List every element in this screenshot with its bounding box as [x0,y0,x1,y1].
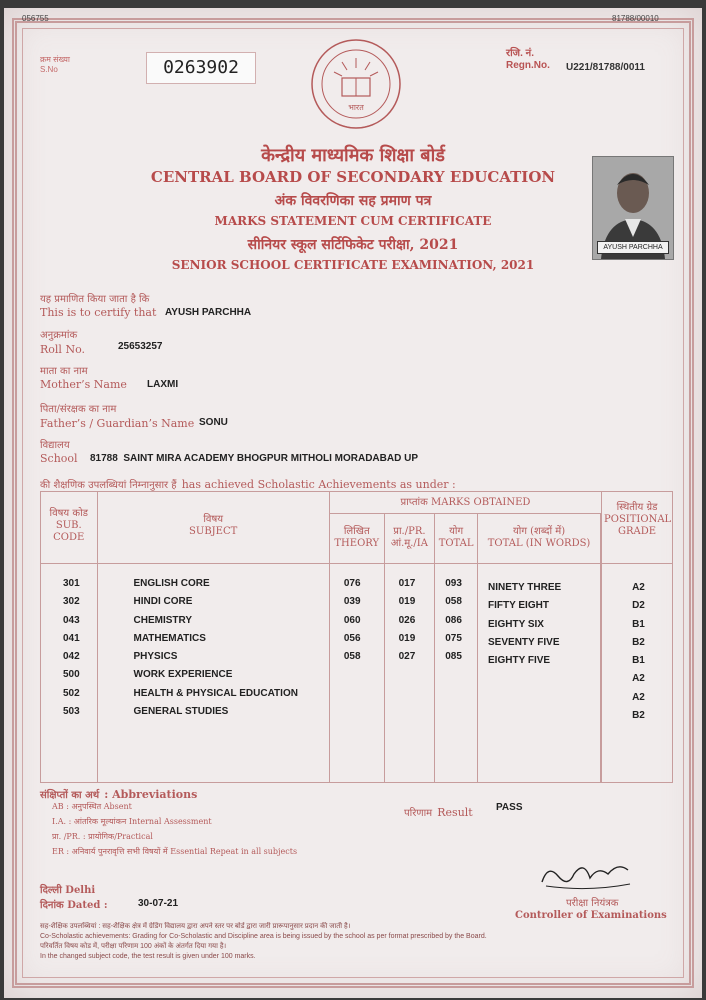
footer-notes [40,922,670,962]
cell-code: 500 [63,669,80,681]
col-code-header: विषय कोड SUB. CODE [41,492,98,564]
cell-code: 043 [63,614,80,626]
father-label-en: Father’s / Guardian’s Name [40,417,195,430]
exam-title-en: SENIOR SCHOOL CERTIFICATE EXAMINATION, 2021 [171,258,535,272]
cell-pr: 019 [398,596,416,608]
words-cell [478,564,601,783]
cell-code: 302 [63,596,80,608]
cell-total: 075 [445,632,462,644]
achieved-en: has achieved Scholastic Achievements as under : [181,478,456,491]
controller-en: Controller of Examinations [515,910,667,921]
cell-words: NINETY THREE [488,582,562,593]
theory-cell [329,564,384,783]
cell-words: FIFTY EIGHT [488,600,549,612]
regn-label-en: Regn.No. [506,60,550,71]
controller-signature [538,856,638,896]
abbrev-item: I.A. : आंतरिक मूल्यांकन Internal Assessment [52,817,212,826]
mother-label-hi: माता का नाम [40,366,88,377]
codes-cell [41,564,98,783]
regn-label [506,48,550,72]
cell-code: 041 [63,632,80,644]
cell-theory [344,706,384,724]
cell-pr: 019 [398,632,416,644]
cell-grade: B2 [632,636,645,648]
board-name-hi: केन्द्रीय माध्यमिक शिक्षा बोर्ड [261,145,445,166]
cell-grade: B1 [632,655,645,667]
board-emblem [308,36,404,136]
cell-code: 042 [63,651,80,663]
serial-label-en: S.No [40,65,58,74]
grades-cell [602,564,673,783]
certify-label-hi: यह प्रमाणित किया जाता है कि [40,294,150,305]
regn-label-hi: रजि. नं. [506,48,534,59]
cell-theory: 058 [343,651,361,663]
doc-title-en: MARKS STATEMENT CUM CERTIFICATE [214,214,492,228]
cell-code: 503 [63,706,80,718]
exam-title-hi: सीनियर स्कूल सर्टिफिकेट परीक्षा, 2021 [247,237,459,253]
col-subject-header: विषय SUBJECT [97,492,329,564]
cell-words [488,673,600,691]
cell-theory: 039 [343,596,361,608]
cell-code: 502 [63,687,80,699]
cell-grade: A2 [632,673,645,685]
cell-theory: 076 [343,578,361,589]
cell-pr: 027 [398,651,416,663]
serial-number: 0263902 [146,52,256,84]
cell-pr [399,706,435,724]
abbrev-title: संक्षिप्तों का अर्थ : Abbreviations [40,788,198,801]
marks-table [40,491,673,783]
result-value: PASS [496,802,523,813]
cell-total [445,706,477,724]
achieved-line [40,473,456,492]
serial-label-hi: क्रम संख्या [40,55,70,64]
cell-pr [399,669,435,687]
dated-value: 30-07-21 [138,898,179,909]
total-cell [435,564,478,783]
board-name-en: CENTRAL BOARD OF SECONDARY EDUCATION [150,168,556,186]
cell-words: SEVENTY FIVE [488,636,560,648]
cell-total [445,669,477,687]
footer-line: परिवर्तित विषय कोड में, परीक्षा परिणाम 100 अंकों के अंतर्गत दिया गया है। [40,943,227,950]
col-theory-header: लिखित THEORY [329,514,384,564]
cell-theory [344,688,384,706]
top-right-code: 81788/00010 [612,14,659,23]
achieved-hi: की शैक्षणिक उपलब्धियां निम्नानुसार हैं [40,480,177,491]
cell-grade: A2 [632,691,645,703]
cell-subject: CHEMISTRY [133,614,193,626]
subjects-cell [97,564,329,783]
roll-label-en: Roll No. [40,343,85,356]
cell-total: 086 [445,614,462,626]
certify-label-en: This is to certify that [40,306,157,319]
footer-line: In the changed subject code, the test result is given under 100 marks. [40,953,256,960]
cell-pr [399,688,435,706]
cell-subject: PHYSICS [133,651,178,663]
mother-name: LAXMI [147,379,179,390]
photo-caption: AYUSH PARCHHA [597,241,669,254]
cell-words [488,710,600,728]
doc-title-hi: अंक विवरणिका सह प्रमाण पत्र [274,193,432,209]
cell-theory: 060 [343,614,361,626]
student-photo [592,156,674,260]
col-total-header: योग TOTAL [435,514,478,564]
roll-label-hi: अनुक्रमांक [40,330,78,341]
cell-words: EIGHTY SIX [488,618,544,630]
top-left-code: 056755 [22,14,49,23]
cell-total: 085 [445,651,462,663]
abbrev-item: AB : अनुपस्थित Absent [52,802,132,811]
cell-theory [344,669,384,687]
school-label-hi: विद्यालय [40,440,70,451]
footer-line: सह-शैक्षिक उपलब्धियां : सह-शैक्षिक क्षेत्र में ग्रेडिंग विद्यालय द्वारा अपने स्तर पर बोर्ड द्वारा जारी प्रारूपानुसार प्रदान की जाती है। [40,923,351,930]
student-name: AYUSH PARCHHA [165,307,252,318]
cell-subject: HEALTH & PHYSICAL EDUCATION [133,687,298,699]
abbrev-item: प्रा. /PR. : प्रायोगिक/Practical [52,832,153,841]
regn-number: U221/81788/0011 [566,62,645,73]
serial-label [40,55,70,75]
cell-grade: B1 [632,618,645,630]
dated-label: दिनांक Dated : [40,900,108,911]
cell-total [445,688,477,706]
emblem-text: भारत [348,103,364,112]
mother-label-en: Mother’s Name [40,378,127,391]
abbrev-item: ER : अनिवार्य पुनरावृत्ति सभी विषयों में Essential Repeat in all subjects [52,847,298,856]
cell-total: 058 [445,596,462,608]
cell-grade: B2 [632,710,645,722]
cell-subject: WORK EXPERIENCE [133,669,233,681]
footer-line: Co-Scholastic achievements: Grading for Co-Scholastic and Discipline area is being issued by the school as per format prescribed by the Board. [40,933,487,940]
cell-subject: GENERAL STUDIES [133,706,229,718]
pr-cell [384,564,435,783]
col-pr-header: प्रा./PR. आं.मू./IA [384,514,435,564]
father-name: SONU [199,417,228,428]
cell-grade: A2 [632,582,645,593]
cell-subject: HINDI CORE [133,596,193,608]
cell-subject: ENGLISH CORE [133,578,210,589]
cell-code: 301 [63,578,80,589]
marks-obtained-header: प्राप्तांक MARKS OBTAINED [329,492,601,514]
school-label-en: School [40,452,78,465]
cell-theory: 056 [343,632,361,644]
roll-number: 25653257 [118,341,163,352]
cell-pr: 017 [398,578,416,589]
cell-pr: 026 [398,614,416,626]
controller-hi: परीक्षा नियंत्रक [566,898,619,909]
col-grade-header: स्थितीय ग्रेड POSITIONAL GRADE [602,492,673,564]
result-label: परिणाम Result [404,806,473,819]
school-name: 81788 SAINT MIRA ACADEMY BHOGPUR MITHOLI MORADABAD UP [90,453,418,464]
cell-words: EIGHTY FIVE [488,655,551,667]
place: दिल्ली Delhi [40,885,96,896]
cell-words [488,692,600,710]
cell-grade: D2 [632,600,645,612]
father-label-hi: पिता/संरक्षक का नाम [40,404,117,415]
abbrev-list [52,799,297,859]
col-words-header: योग (शब्दों में) TOTAL (IN WORDS) [478,514,601,564]
cell-total: 093 [445,578,462,589]
cell-subject: MATHEMATICS [133,632,206,644]
